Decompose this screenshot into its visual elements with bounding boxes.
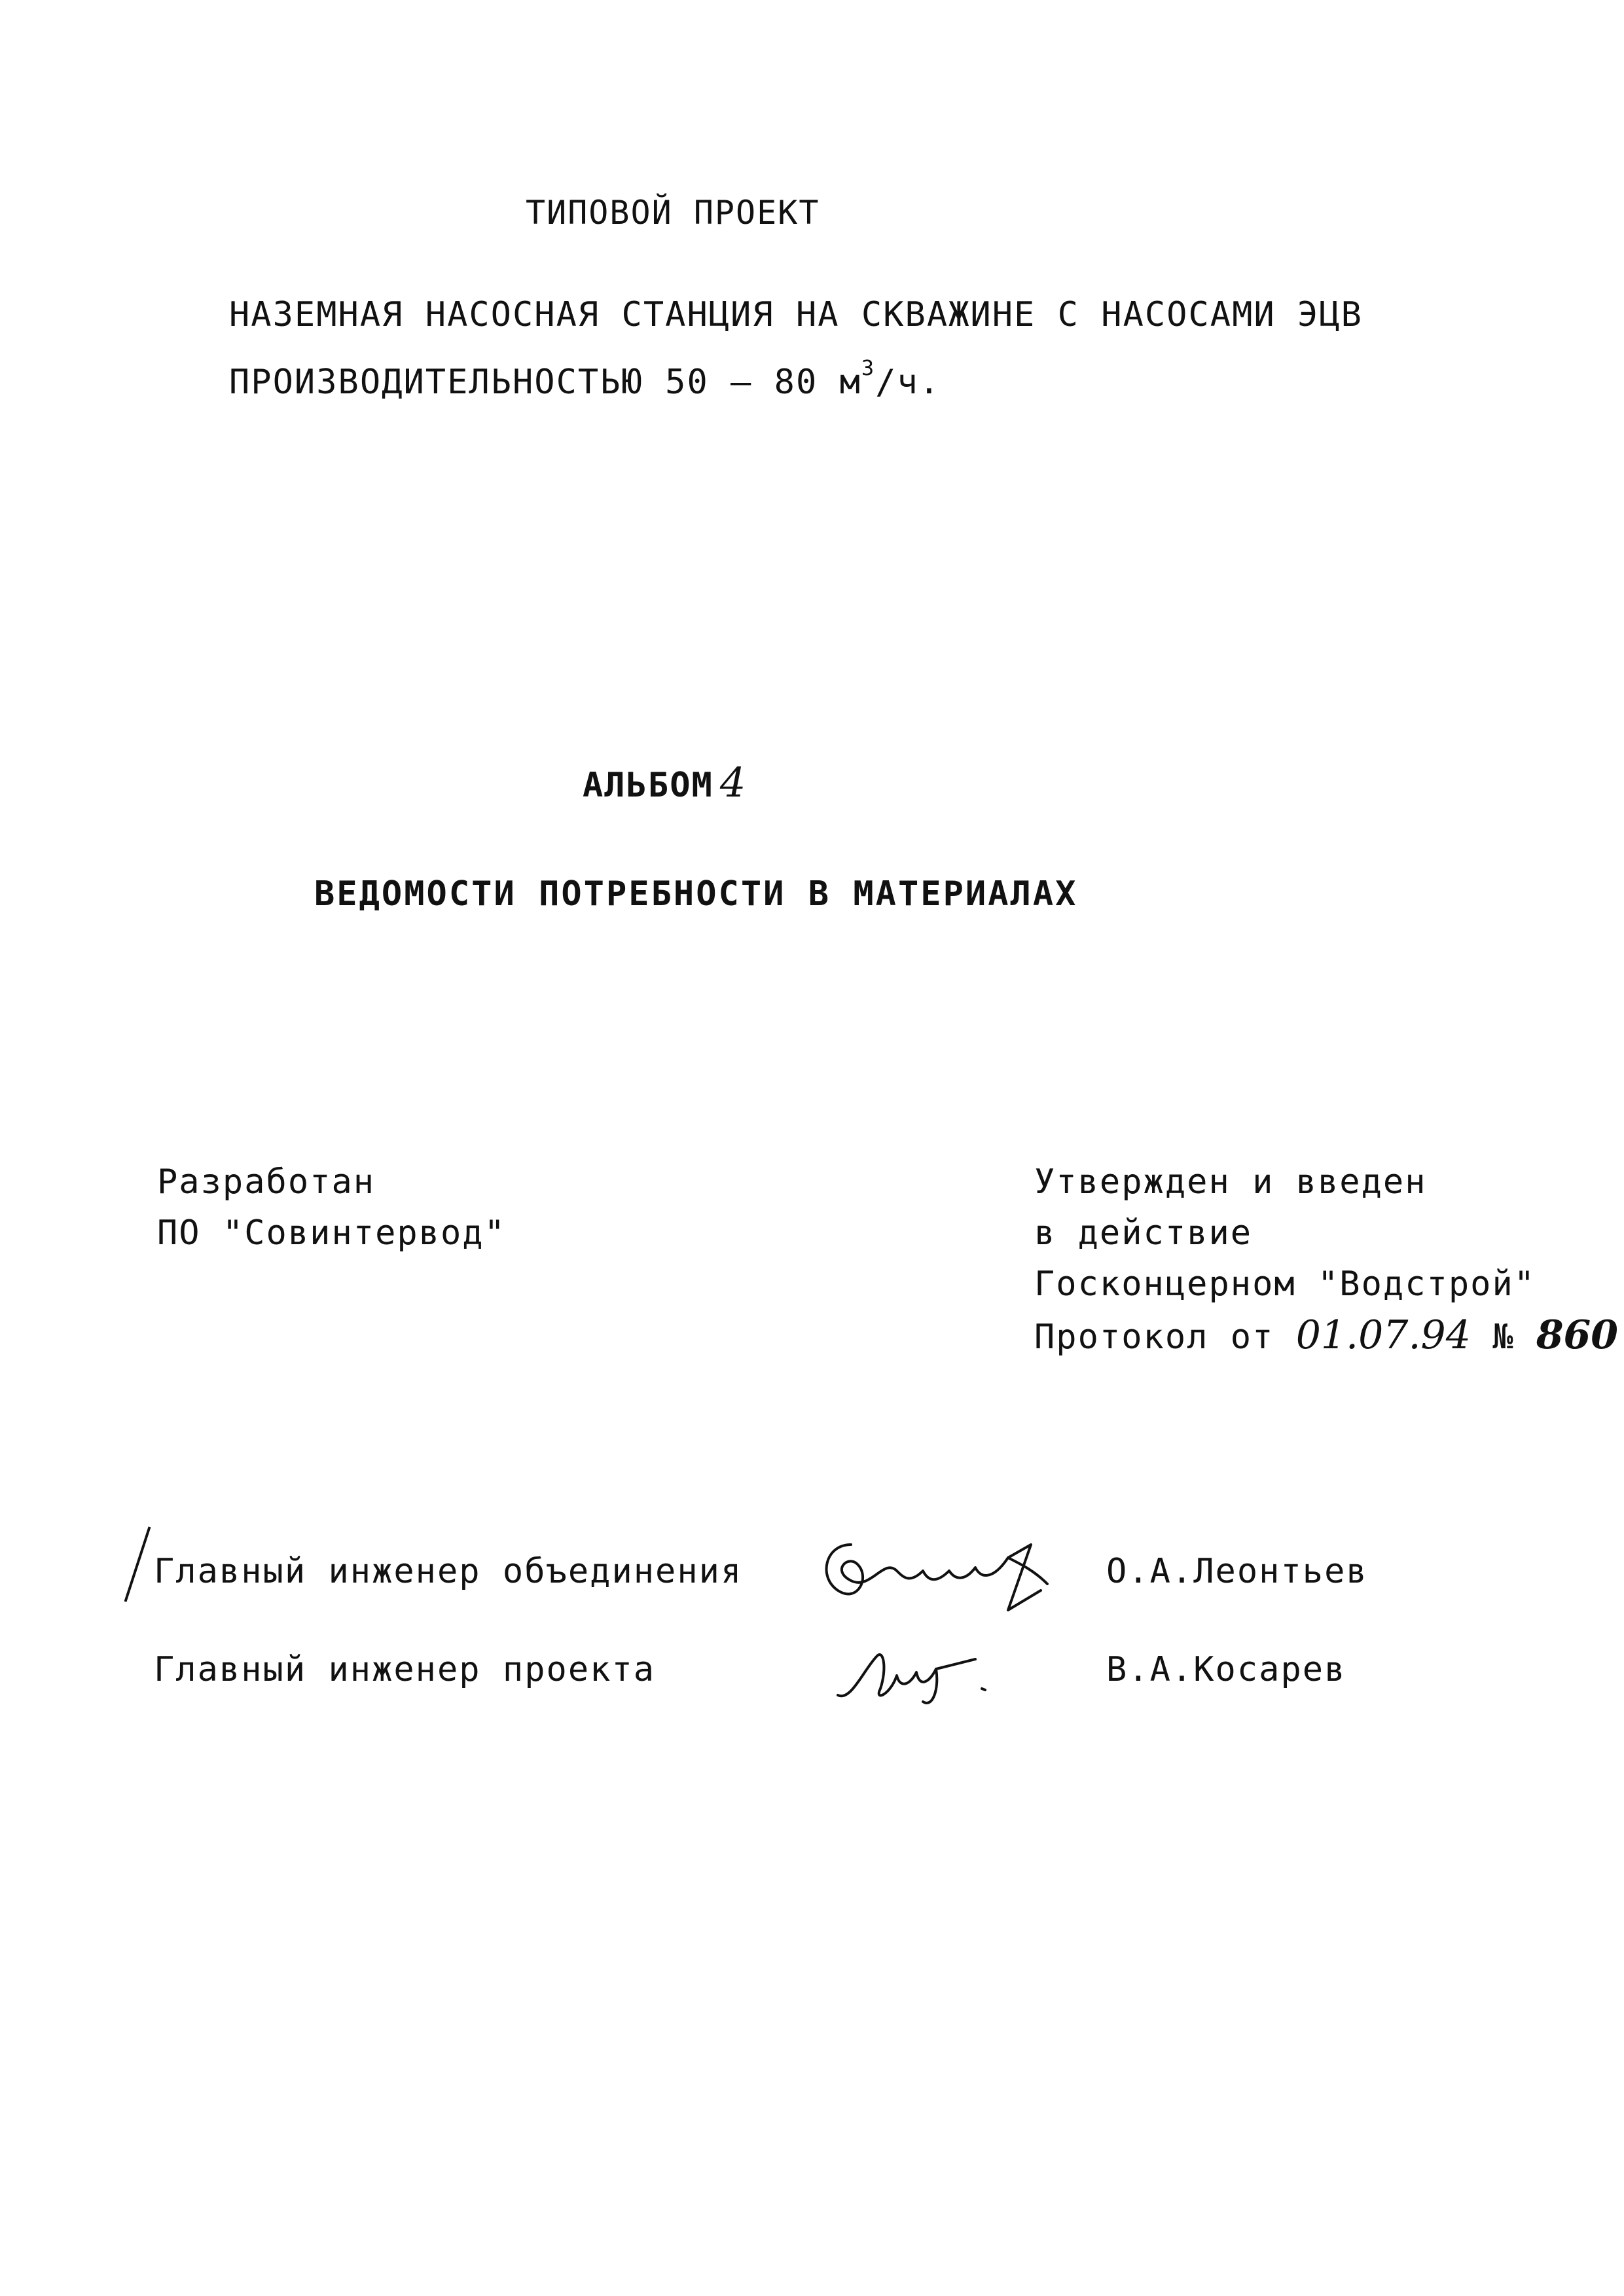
- project-name-line2-prefix: ПРОИЗВОДИТЕЛЬНОСТЬЮ 50 – 80 м: [229, 363, 861, 402]
- protocol-number: 860: [1536, 1312, 1619, 1358]
- protocol-label: Протокол от: [1034, 1318, 1274, 1357]
- protocol-date: 01.07.94: [1295, 1312, 1471, 1358]
- album-number: 4: [719, 759, 748, 806]
- signatory-1-position: Главный инженер объединения: [154, 1552, 743, 1591]
- approval-protocol: [1034, 1312, 1619, 1358]
- approval-line1: Утвержден и введен: [1034, 1162, 1427, 1202]
- project-name-line2: [229, 355, 941, 402]
- project-type-heading: ТИПОВОЙ ПРОЕКТ: [526, 194, 820, 232]
- album-label: АЛЬБОМ: [583, 766, 713, 805]
- signature-1: [812, 1518, 1087, 1630]
- approval-line3: Госконцерном "Водстрой": [1034, 1265, 1536, 1304]
- signatory-1-name: О.А.Леонтьев: [1106, 1552, 1368, 1591]
- signatory-2-position: Главный инженер проекта: [154, 1650, 656, 1689]
- cubic-superscript: 3: [861, 355, 876, 380]
- album-subject: ВЕДОМОСТИ ПОТРЕБНОСТИ В МАТЕРИАЛАХ: [314, 874, 1078, 914]
- developer-label: Разработан: [157, 1162, 376, 1202]
- signatory-2-name: В.А.Косарев: [1106, 1650, 1346, 1689]
- approval-line2: в действие: [1034, 1213, 1253, 1253]
- protocol-number-label: №: [1492, 1318, 1515, 1357]
- album-heading: [583, 759, 748, 806]
- developer-organization: ПО "Совинтервод": [157, 1213, 506, 1253]
- project-name-line2-suffix: /ч.: [875, 363, 941, 402]
- margin-slash-mark: [124, 1526, 151, 1602]
- signature-2: [825, 1630, 1021, 1715]
- project-name-line1: НАЗЕМНАЯ НАСОСНАЯ СТАНЦИЯ НА СКВАЖИНЕ С НАСОСАМИ ЭЦВ: [229, 295, 1363, 334]
